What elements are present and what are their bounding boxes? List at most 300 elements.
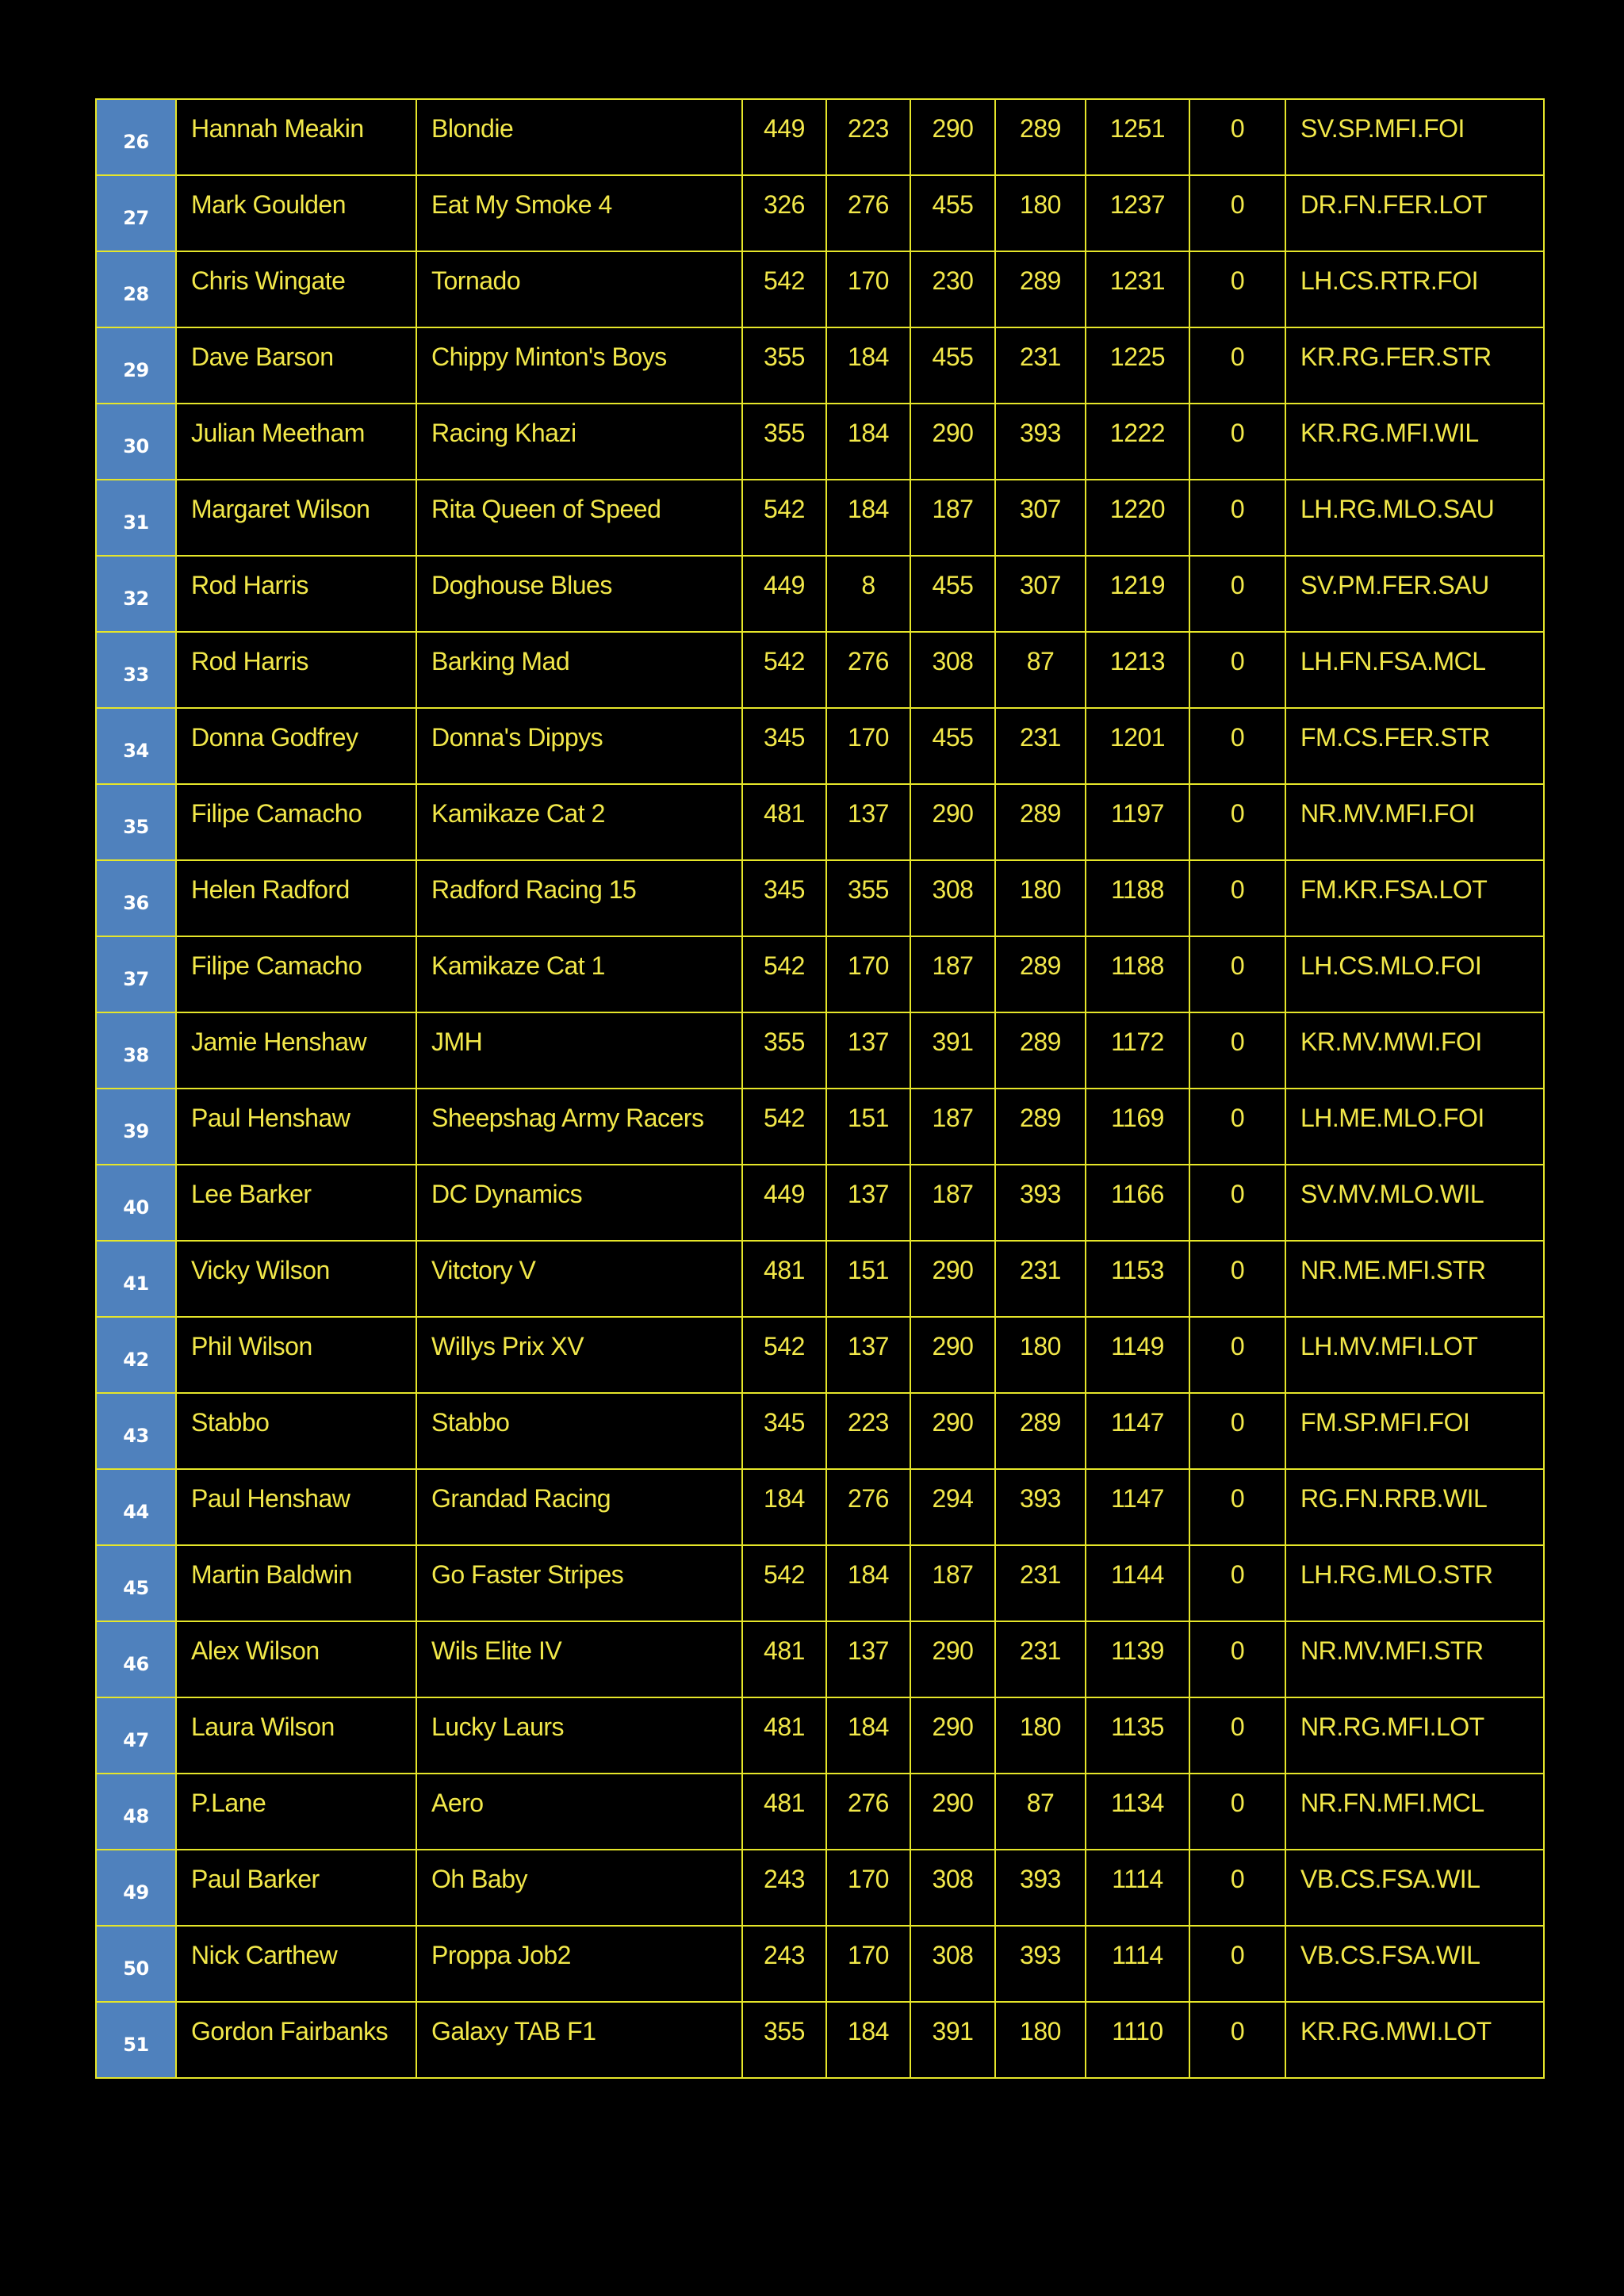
team-name-cell (416, 480, 742, 556)
table-row (96, 1012, 1544, 1089)
total-score-cell (1086, 99, 1189, 175)
penalty-cell-text: 0 (1230, 951, 1245, 980)
total-score-cell (1086, 404, 1189, 480)
position-cell (96, 1012, 176, 1089)
penalty-cell-text: 0 (1230, 799, 1245, 828)
penalty-cell-text: 0 (1230, 1865, 1245, 1893)
penalty-cell-text: 0 (1230, 1256, 1245, 1284)
score-1-cell (742, 784, 826, 860)
team-name-cell (416, 404, 742, 480)
position-cell-text: 31 (123, 511, 149, 534)
score-2-cell-text: 184 (848, 495, 889, 523)
score-3-cell (910, 1393, 995, 1469)
penalty-cell (1189, 556, 1285, 632)
penalty-cell (1189, 2002, 1285, 2078)
table-row (96, 1697, 1544, 1774)
selection-code-cell-text: LH.MV.MFI.LOT (1300, 1332, 1478, 1360)
score-3-cell (910, 99, 995, 175)
penalty-cell-text: 0 (1230, 419, 1245, 447)
team-name-cell (416, 1926, 742, 2002)
total-score-cell-text: 1134 (1111, 1789, 1164, 1817)
selection-code-cell (1285, 708, 1544, 784)
score-4-cell-text: 231 (1020, 1256, 1061, 1284)
table-row (96, 2002, 1544, 2078)
driver-name-cell-text: P.Lane (191, 1789, 266, 1817)
penalty-cell (1189, 99, 1285, 175)
penalty-cell (1189, 1774, 1285, 1850)
score-4-cell (995, 708, 1086, 784)
team-name-cell (416, 1697, 742, 1774)
team-name-cell-text: JMH (431, 1027, 483, 1056)
score-1-cell-text: 345 (764, 875, 805, 904)
position-cell-text: 50 (123, 1957, 149, 1980)
score-2-cell (826, 1850, 910, 1926)
score-3-cell (910, 1774, 995, 1850)
team-name-cell (416, 1545, 742, 1621)
score-2-cell (826, 556, 910, 632)
table-row (96, 860, 1544, 936)
score-2-cell (826, 2002, 910, 2078)
score-2-cell-text: 170 (848, 723, 889, 752)
score-2-cell (826, 404, 910, 480)
score-2-cell-text: 137 (848, 1180, 889, 1208)
selection-code-cell (1285, 1393, 1544, 1469)
position-cell (96, 556, 176, 632)
score-4-cell-text: 289 (1020, 1408, 1061, 1437)
team-name-cell-text: Radford Racing 15 (431, 875, 637, 904)
team-name-cell-text: Wils Elite IV (431, 1636, 562, 1665)
team-name-cell (416, 556, 742, 632)
position-cell (96, 784, 176, 860)
position-cell (96, 936, 176, 1012)
driver-name-cell-text: Laura Wilson (191, 1712, 335, 1741)
selection-code-cell-text: NR.ME.MFI.STR (1300, 1256, 1486, 1284)
score-1-cell-text: 542 (764, 951, 805, 980)
team-name-cell-text: Kamikaze Cat 1 (431, 951, 605, 980)
driver-name-cell (176, 784, 416, 860)
position-cell (96, 1850, 176, 1926)
position-cell (96, 1469, 176, 1545)
score-2-cell-text: 170 (848, 951, 889, 980)
total-score-cell (1086, 1545, 1189, 1621)
score-3-cell (910, 1926, 995, 2002)
position-cell-text: 30 (123, 435, 149, 457)
position-cell-text: 43 (123, 1425, 149, 1447)
driver-name-cell-text: Lee Barker (191, 1180, 312, 1208)
selection-code-cell (1285, 2002, 1544, 2078)
score-4-cell-text: 307 (1020, 495, 1061, 523)
score-1-cell-text: 355 (764, 342, 805, 371)
penalty-cell-text: 0 (1230, 1408, 1245, 1437)
score-3-cell (910, 1012, 995, 1089)
selection-code-cell-text: VB.CS.FSA.WIL (1300, 1941, 1480, 1969)
position-cell-text: 29 (123, 359, 149, 381)
score-1-cell (742, 1089, 826, 1165)
score-1-cell-text: 345 (764, 723, 805, 752)
score-2-cell-text: 170 (848, 1941, 889, 1969)
selection-code-cell (1285, 1926, 1544, 2002)
team-name-cell (416, 1165, 742, 1241)
team-name-cell-text: Kamikaze Cat 2 (431, 799, 605, 828)
driver-name-cell (176, 1089, 416, 1165)
score-4-cell-text: 289 (1020, 951, 1061, 980)
total-score-cell-text: 1147 (1111, 1484, 1164, 1513)
position-cell (96, 327, 176, 404)
total-score-cell-text: 1251 (1109, 114, 1166, 143)
score-4-cell-text: 393 (1020, 1484, 1061, 1513)
driver-name-cell (176, 1774, 416, 1850)
team-name-cell-text: Grandad Racing (431, 1484, 611, 1513)
total-score-cell (1086, 784, 1189, 860)
position-cell (96, 1241, 176, 1317)
score-3-cell-text: 455 (932, 571, 974, 599)
table-row (96, 480, 1544, 556)
total-score-cell (1086, 1926, 1189, 2002)
position-cell (96, 632, 176, 708)
team-name-cell (416, 1469, 742, 1545)
score-1-cell (742, 1621, 826, 1697)
score-4-cell-text: 180 (1020, 190, 1061, 219)
table-row (96, 1621, 1544, 1697)
score-1-cell (742, 175, 826, 251)
score-3-cell (910, 1697, 995, 1774)
position-cell-text: 51 (123, 2034, 149, 2056)
score-3-cell-text: 455 (932, 190, 974, 219)
total-score-cell-text: 1188 (1111, 951, 1164, 980)
total-score-cell (1086, 251, 1189, 327)
total-score-cell-text: 1144 (1111, 1560, 1164, 1589)
team-name-cell (416, 1774, 742, 1850)
score-4-cell (995, 404, 1086, 480)
penalty-cell-text: 0 (1230, 1027, 1245, 1056)
score-4-cell-text: 231 (1020, 1636, 1061, 1665)
position-cell (96, 175, 176, 251)
score-4-cell-text: 87 (1026, 1789, 1055, 1817)
selection-code-cell (1285, 1469, 1544, 1545)
table-row (96, 708, 1544, 784)
score-2-cell (826, 1697, 910, 1774)
driver-name-cell (176, 632, 416, 708)
driver-name-cell (176, 404, 416, 480)
position-cell-text: 26 (123, 131, 149, 153)
selection-code-cell-text: LH.CS.MLO.FOI (1300, 951, 1482, 980)
score-3-cell (910, 784, 995, 860)
team-name-cell (416, 1621, 742, 1697)
total-score-cell (1086, 1089, 1189, 1165)
score-1-cell-text: 449 (764, 571, 805, 599)
position-cell (96, 1621, 176, 1697)
selection-code-cell-text: FM.KR.FSA.LOT (1300, 875, 1488, 904)
team-name-cell (416, 1241, 742, 1317)
score-2-cell-text: 137 (848, 1332, 889, 1360)
driver-name-cell-text: Paul Henshaw (191, 1484, 350, 1513)
score-1-cell-text: 481 (764, 1789, 805, 1817)
score-1-cell-text: 542 (764, 1560, 805, 1589)
team-name-cell (416, 1089, 742, 1165)
score-1-cell (742, 1317, 826, 1393)
selection-code-cell (1285, 327, 1544, 404)
table-row (96, 1545, 1544, 1621)
score-4-cell-text: 289 (1020, 1104, 1061, 1132)
score-2-cell (826, 632, 910, 708)
driver-name-cell-text: Paul Barker (191, 1865, 320, 1893)
team-name-cell-text: Racing Khazi (431, 419, 576, 447)
position-cell-text: 35 (123, 816, 149, 838)
score-1-cell (742, 1926, 826, 2002)
position-cell (96, 99, 176, 175)
score-1-cell (742, 556, 826, 632)
score-3-cell (910, 936, 995, 1012)
score-3-cell-text: 294 (932, 1484, 974, 1513)
selection-code-cell-text: SV.SP.MFI.FOI (1300, 114, 1465, 143)
selection-code-cell (1285, 784, 1544, 860)
score-2-cell (826, 860, 910, 936)
selection-code-cell-text: KR.MV.MWI.FOI (1300, 1027, 1482, 1056)
team-name-cell-text: Sheepshag Army Racers (431, 1104, 704, 1132)
position-cell-text: 37 (123, 968, 149, 990)
team-name-cell (416, 1850, 742, 1926)
score-4-cell-text: 393 (1020, 1865, 1061, 1893)
selection-code-cell (1285, 1317, 1544, 1393)
position-cell-text: 48 (123, 1805, 149, 1827)
team-name-cell (416, 936, 742, 1012)
table-row (96, 1469, 1544, 1545)
table-row (96, 936, 1544, 1012)
penalty-cell-text: 0 (1230, 2017, 1245, 2045)
team-name-cell-text: Aero (431, 1789, 484, 1817)
score-4-cell-text: 87 (1026, 647, 1055, 675)
score-3-cell-text: 455 (932, 723, 974, 752)
selection-code-cell-text: RG.FN.RRB.WIL (1300, 1484, 1488, 1513)
score-4-cell-text: 180 (1020, 1332, 1061, 1360)
score-3-cell (910, 1317, 995, 1393)
position-cell (96, 251, 176, 327)
score-3-cell (910, 1621, 995, 1697)
driver-name-cell-text: Mark Goulden (191, 190, 346, 219)
selection-code-cell-text: LH.FN.FSA.MCL (1300, 647, 1486, 675)
score-3-cell-text: 308 (932, 875, 974, 904)
score-3-cell-text: 391 (932, 1027, 974, 1056)
score-4-cell-text: 393 (1020, 1941, 1061, 1969)
team-name-cell-text: Eat My Smoke 4 (431, 190, 612, 219)
score-1-cell-text: 481 (764, 1712, 805, 1741)
score-2-cell (826, 1926, 910, 2002)
team-name-cell (416, 1317, 742, 1393)
driver-name-cell (176, 1165, 416, 1241)
driver-name-cell-text: Alex Wilson (191, 1636, 320, 1665)
score-3-cell (910, 708, 995, 784)
driver-name-cell (176, 1697, 416, 1774)
score-4-cell-text: 231 (1020, 723, 1061, 752)
total-score-cell (1086, 1241, 1189, 1317)
total-score-cell-text: 1166 (1111, 1180, 1164, 1208)
team-name-cell-text: Go Faster Stripes (431, 1560, 624, 1589)
penalty-cell (1189, 1393, 1285, 1469)
selection-code-cell (1285, 632, 1544, 708)
score-1-cell (742, 936, 826, 1012)
table-row (96, 1317, 1544, 1393)
score-3-cell-text: 290 (932, 114, 974, 143)
penalty-cell (1189, 1241, 1285, 1317)
score-2-cell-text: 137 (848, 1636, 889, 1665)
selection-code-cell (1285, 99, 1544, 175)
total-score-cell (1086, 327, 1189, 404)
driver-name-cell (176, 1012, 416, 1089)
score-1-cell-text: 326 (764, 190, 805, 219)
team-name-cell-text: Oh Baby (431, 1865, 528, 1893)
score-4-cell (995, 784, 1086, 860)
total-score-cell (1086, 2002, 1189, 2078)
position-cell-text: 40 (123, 1196, 149, 1219)
total-score-cell (1086, 1393, 1189, 1469)
penalty-cell (1189, 480, 1285, 556)
penalty-cell (1189, 1317, 1285, 1393)
team-name-cell-text: Lucky Laurs (431, 1712, 565, 1741)
score-2-cell-text: 276 (848, 1789, 889, 1817)
table-row (96, 175, 1544, 251)
team-name-cell (416, 1393, 742, 1469)
penalty-cell-text: 0 (1230, 1712, 1245, 1741)
score-4-cell-text: 289 (1020, 1027, 1061, 1056)
score-1-cell-text: 542 (764, 1104, 805, 1132)
score-2-cell (826, 784, 910, 860)
penalty-cell-text: 0 (1230, 1180, 1245, 1208)
score-2-cell (826, 99, 910, 175)
total-score-cell (1086, 175, 1189, 251)
penalty-cell (1189, 1545, 1285, 1621)
total-score-cell-text: 1213 (1109, 647, 1166, 675)
driver-name-cell-text: Hannah Meakin (191, 114, 364, 143)
penalty-cell-text: 0 (1230, 1636, 1245, 1665)
team-name-cell (416, 632, 742, 708)
driver-name-cell (176, 251, 416, 327)
selection-code-cell (1285, 1012, 1544, 1089)
score-3-cell-text: 187 (932, 495, 974, 523)
score-4-cell (995, 632, 1086, 708)
table-row (96, 784, 1544, 860)
score-3-cell (910, 251, 995, 327)
penalty-cell-text: 0 (1230, 190, 1245, 219)
position-cell (96, 1926, 176, 2002)
driver-name-cell (176, 2002, 416, 2078)
score-2-cell (826, 1089, 910, 1165)
position-cell-text: 38 (123, 1044, 149, 1066)
selection-code-cell (1285, 936, 1544, 1012)
score-2-cell-text: 151 (848, 1256, 889, 1284)
score-1-cell (742, 1850, 826, 1926)
selection-code-cell-text: SV.PM.FER.SAU (1300, 571, 1489, 599)
driver-name-cell (176, 99, 416, 175)
score-2-cell-text: 170 (848, 1865, 889, 1893)
team-name-cell (416, 1012, 742, 1089)
penalty-cell (1189, 936, 1285, 1012)
total-score-cell (1086, 860, 1189, 936)
score-3-cell-text: 230 (932, 266, 974, 295)
score-1-cell-text: 243 (764, 1941, 805, 1969)
score-1-cell (742, 1469, 826, 1545)
team-name-cell (416, 251, 742, 327)
score-1-cell (742, 1241, 826, 1317)
score-2-cell (826, 1621, 910, 1697)
score-3-cell-text: 308 (932, 1941, 974, 1969)
total-score-cell (1086, 1165, 1189, 1241)
driver-name-cell (176, 480, 416, 556)
total-score-cell-text: 1153 (1111, 1256, 1164, 1284)
team-name-cell-text: Blondie (431, 114, 514, 143)
score-4-cell-text: 289 (1020, 266, 1061, 295)
penalty-cell-text: 0 (1230, 1332, 1245, 1360)
score-3-cell-text: 290 (932, 419, 974, 447)
driver-name-cell-text: Dave Barson (191, 342, 334, 371)
score-1-cell-text: 481 (764, 799, 805, 828)
total-score-cell-text: 1114 (1112, 1865, 1163, 1893)
score-2-cell-text: 355 (848, 875, 889, 904)
penalty-cell (1189, 1926, 1285, 2002)
table-row (96, 99, 1544, 175)
score-3-cell-text: 187 (932, 951, 974, 980)
score-1-cell-text: 542 (764, 266, 805, 295)
position-cell (96, 2002, 176, 2078)
position-cell (96, 1165, 176, 1241)
driver-name-cell-text: Rod Harris (191, 571, 308, 599)
score-4-cell (995, 327, 1086, 404)
score-2-cell (826, 1012, 910, 1089)
score-2-cell-text: 223 (848, 1408, 889, 1437)
score-1-cell-text: 481 (764, 1636, 805, 1665)
position-cell (96, 1317, 176, 1393)
score-3-cell (910, 1469, 995, 1545)
position-cell-text: 41 (123, 1272, 149, 1295)
penalty-cell-text: 0 (1230, 495, 1245, 523)
score-1-cell (742, 327, 826, 404)
position-cell (96, 1774, 176, 1850)
driver-name-cell-text: Filipe Camacho (191, 799, 362, 828)
score-4-cell (995, 860, 1086, 936)
penalty-cell-text: 0 (1230, 571, 1245, 599)
score-1-cell (742, 99, 826, 175)
score-4-cell-text: 393 (1020, 419, 1061, 447)
score-3-cell (910, 2002, 995, 2078)
score-3-cell (910, 1545, 995, 1621)
total-score-cell-text: 1222 (1109, 419, 1166, 447)
score-2-cell-text: 276 (848, 190, 889, 219)
score-1-cell (742, 1393, 826, 1469)
score-2-cell-text: 276 (848, 1484, 889, 1513)
driver-name-cell (176, 1926, 416, 2002)
selection-code-cell-text: LH.CS.RTR.FOI (1300, 266, 1479, 295)
selection-code-cell-text: FM.SP.MFI.FOI (1300, 1408, 1470, 1437)
score-1-cell-text: 345 (764, 1408, 805, 1437)
penalty-cell-text: 0 (1230, 1789, 1245, 1817)
total-score-cell-text: 1110 (1112, 2017, 1163, 2045)
total-score-cell (1086, 936, 1189, 1012)
selection-code-cell-text: LH.RG.MLO.SAU (1300, 495, 1495, 523)
score-3-cell-text: 187 (932, 1104, 974, 1132)
driver-name-cell (176, 708, 416, 784)
score-1-cell-text: 542 (764, 495, 805, 523)
score-2-cell (826, 1241, 910, 1317)
score-2-cell (826, 1393, 910, 1469)
score-3-cell-text: 308 (932, 1865, 974, 1893)
total-score-cell (1086, 1012, 1189, 1089)
score-3-cell-text: 290 (932, 1256, 974, 1284)
table-row (96, 1165, 1544, 1241)
penalty-cell (1189, 784, 1285, 860)
position-cell (96, 860, 176, 936)
total-score-cell (1086, 556, 1189, 632)
team-name-cell-text: Donna's Dippys (431, 723, 603, 752)
score-4-cell (995, 1469, 1086, 1545)
